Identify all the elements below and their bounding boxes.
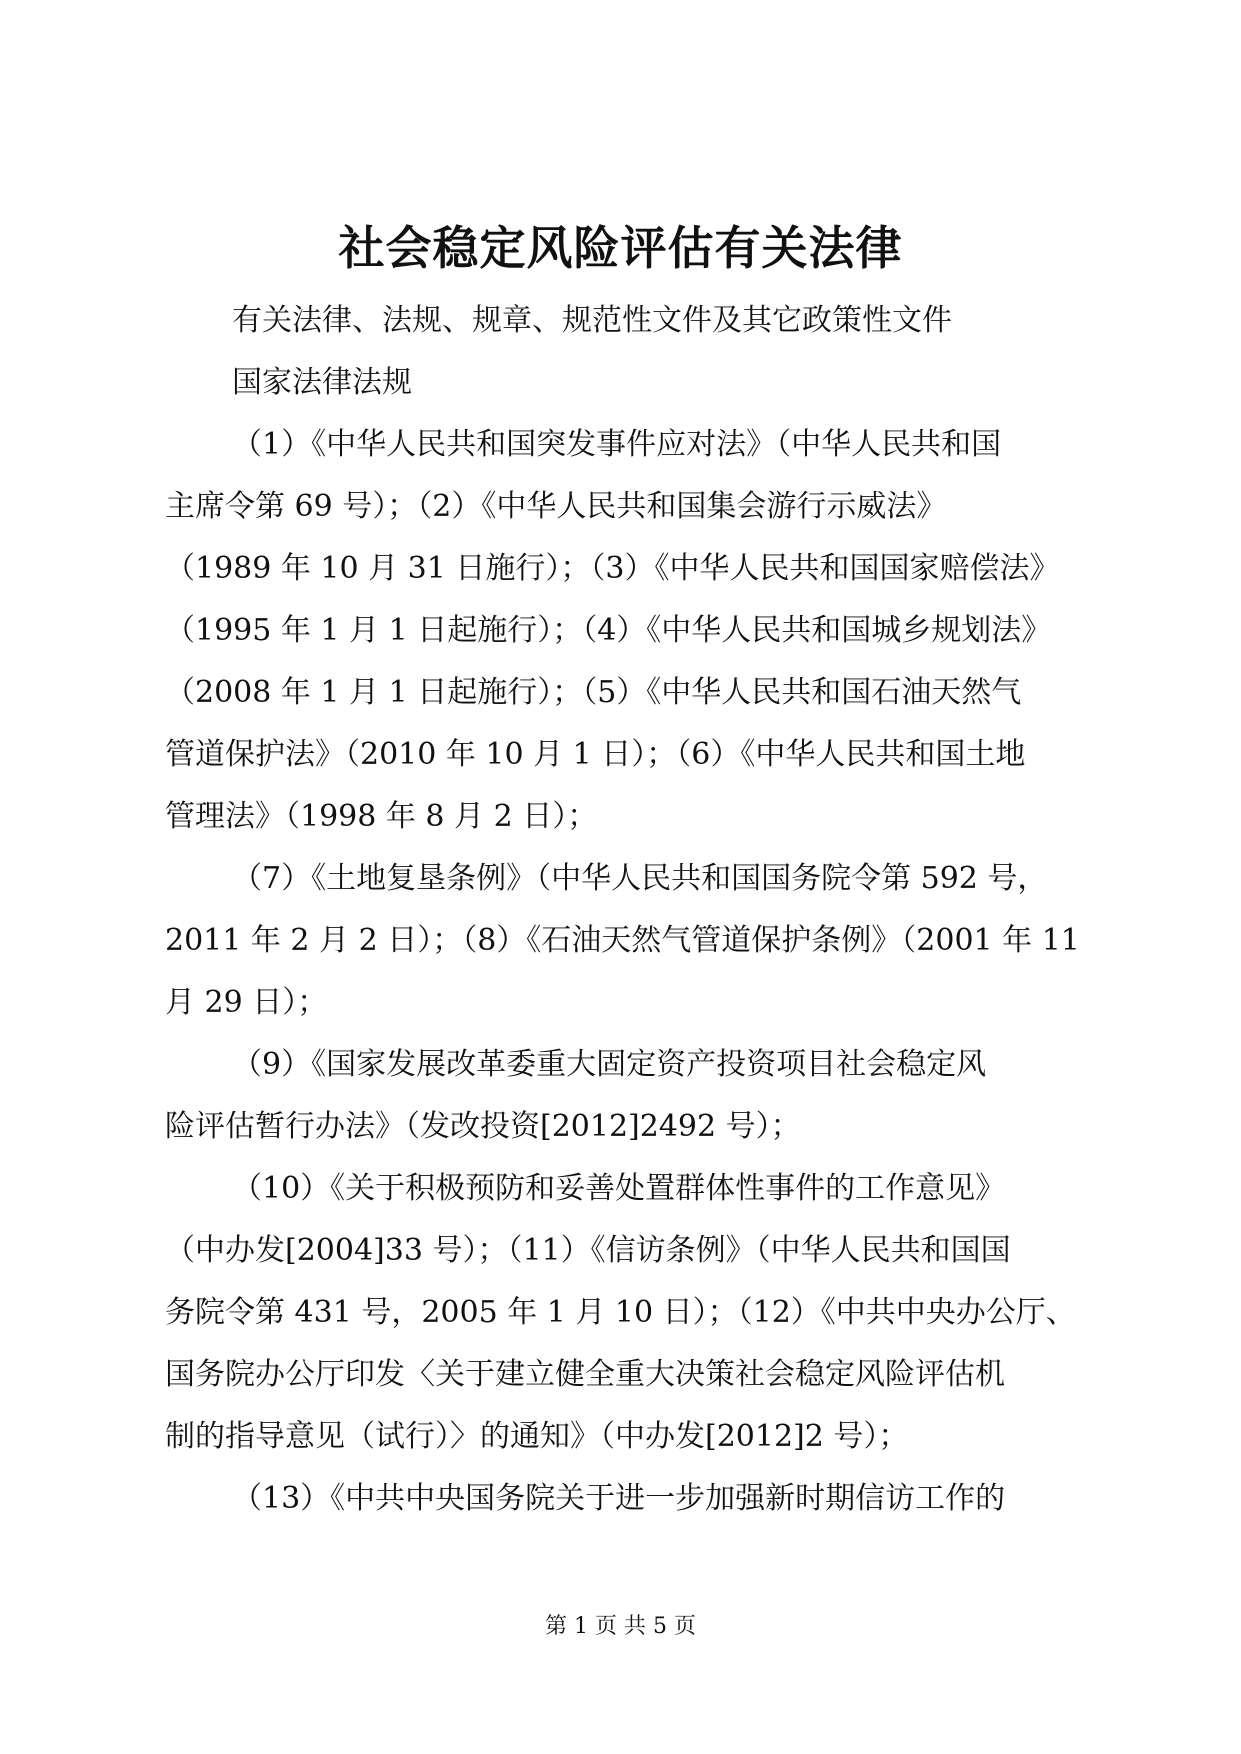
text-line: （7）《土地复垦条例》（中华人民共和国国务院令第 592 号， xyxy=(232,861,1048,896)
text-line: 管理法》（1998 年 8 月 2 日）； xyxy=(165,799,598,834)
text-line: 月 29 日）； xyxy=(165,985,328,1020)
text-line: （13）《中共中央国务院关于进一步加强新时期信访工作的 xyxy=(232,1481,1006,1516)
text-line: 务院令第 431 号，2005 年 1 月 10 日）；（12）《中共中央办公厅、 xyxy=(165,1295,1076,1330)
text-line: 有关法律、法规、规章、规范性文件及其它政策性文件 xyxy=(232,303,952,338)
text-line: 制的指导意见（试行）〉的通知》（中办发[2012]2 号）； xyxy=(165,1419,909,1454)
text-line: 管道保护法》（2010 年 10 月 1 日）；（6）《中华人民共和国土地 xyxy=(165,737,1026,772)
text-line: 险评估暂行办法》（发改投资[2012]2492 号）； xyxy=(165,1109,801,1144)
text-line: （9）《国家发展改革委重大固定资产投资项目社会稳定风 xyxy=(232,1047,987,1082)
text-line: （10）《关于积极预防和妥善处置群体性事件的工作意见》 xyxy=(232,1171,1006,1206)
text-line: （1）《中华人民共和国突发事件应对法》（中华人民共和国 xyxy=(232,427,1002,462)
page-number-footer: 第 1 页 共 5 页 xyxy=(545,1614,696,1639)
text-line: 国家法律法规 xyxy=(232,365,412,400)
text-line: 国务院办公厅印发〈关于建立健全重大决策社会稳定风险评估机 xyxy=(165,1357,1005,1392)
text-line: （1989 年 10 月 31 日施行）；（3）《中华人民共和国国家赔偿法》 xyxy=(165,551,1060,586)
text-line: （2008 年 1 月 1 日起施行）；（5）《中华人民共和国石油天然气 xyxy=(165,675,1022,710)
text-line: 主席令第 69 号）；（2）《中华人民共和国集会游行示威法》 xyxy=(165,489,947,524)
text-line: 2011 年 2 月 2 日）；（8）《石油天然气管道保护条例》（2001 年 11 xyxy=(165,923,1080,958)
text-line: （1995 年 1 月 1 日起施行）；（4）《中华人民共和国城乡规划法》 xyxy=(165,613,1052,648)
text-line: （中办发[2004]33 号）；（11）《信访条例》（中华人民共和国国 xyxy=(165,1233,1011,1268)
document-body xyxy=(165,290,1125,1530)
document-title: 社会稳定风险评估有关法律 xyxy=(338,221,903,275)
